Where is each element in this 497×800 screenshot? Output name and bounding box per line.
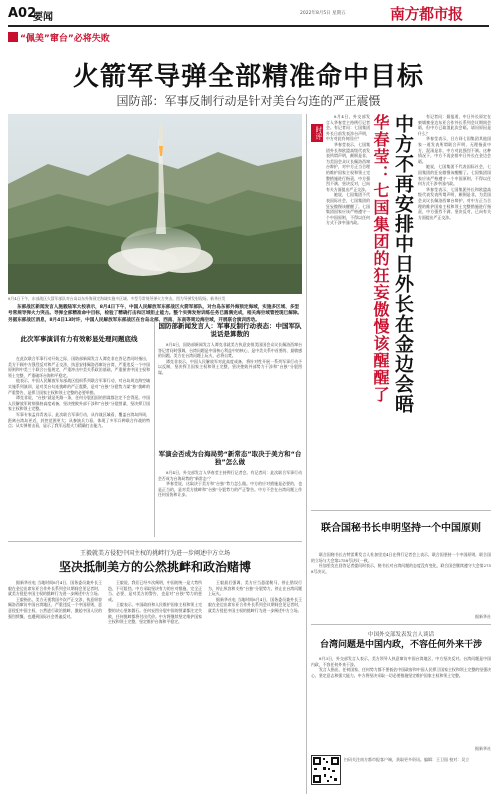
topic-tag: “佩美”窜台”必将失败 xyxy=(20,34,110,44)
commentary-headline-1: 华春莹：七国集团的狂妄傲慢该醒醒了 xyxy=(371,114,390,403)
page-number: A02 xyxy=(8,6,37,21)
paragraph: 华春莹说，这取决于美方和“台独”势力怎么做。中方的应对措施是必要的，也是正当的，是对美方挑衅和“台独”分裂势力的严正警告。中方不会在台湾问题上作任何妥协和让步。 xyxy=(158,481,302,498)
right-article1-body xyxy=(311,552,491,612)
right-article2-body xyxy=(311,656,491,746)
commentary-body-right xyxy=(418,114,491,506)
section-divider xyxy=(8,541,302,542)
qr-caption: 扫码关注南方都市报客户端，获取更多资讯。编辑：王卫国 校对：吴立 xyxy=(344,757,470,762)
byline: 据新华社 xyxy=(475,614,491,619)
commentary-tag: 时评 xyxy=(311,124,323,142)
commentary-headline-2: 中方不再安排中日外长在金边会晤 xyxy=(392,114,414,414)
paragraph: 杜加里克在回答记者提问时表示，秘书长对台湾问题的态度没有变化，联合国会继续遵守大会第2758号决议。 xyxy=(311,563,491,574)
paragraph: 她说，七国集团不代表国际社会，七国集团的狂妄傲慢该醒醒了。七国集团国家应该严格遵守一个中国原则，不得以任何方式干涉中国内政。 xyxy=(418,164,491,187)
topic-tag-marker xyxy=(8,32,18,42)
issue-date: 2022年8月5日 星期五 xyxy=(300,11,346,16)
paragraph: 8月4日，国防部新闻发言人谭克非就美方执意安排美国国会众议长佩洛西窜台答记者问时强调，台湾问题是中国核心利益中的核心，是中美关系中首要的、最敏感的问题。美方在台湾问题上玩火，必将自焚。 xyxy=(158,342,302,359)
paragraph: 他表示，中国人民解放军东部战区组织系列联合军事行动，对台岛周边海空域实施系列演训，是对美台勾连挑衅的严正震慑，是对“台独”分裂势力谋“独”挑衅的严重警告，是捍卫国家主权和领土完整的必要举措。 xyxy=(8,378,150,395)
right-article1-title: 联合国秘书长申明坚持一个中国原则 xyxy=(321,523,481,534)
paragraph: 8月3日，外交部发言人表示，美方领导人执意窜访中国台湾地区，中方坚决反对。台湾问题是中国内政，不容任何外来干涉。 xyxy=(311,656,491,667)
paragraph: 华春莹表示，七国集团外长和欧盟高级代表发表所谓声明，颠倒是非，为美国会众议长佩洛西窜台辩护，对中方正当合理的维护国家主权和领土完整措施进行指责，中方强烈不满、坚决反对，已向有关方面提出严正交涉。 xyxy=(326,141,370,192)
missile-launch-illustration xyxy=(8,114,302,294)
paragraph: 王毅最后强调，美方应当悬崖勒马，停止错误行为，停止纵容和支持“台独”分裂势力，停止在台湾问题上玩火。 xyxy=(208,580,302,597)
column-divider xyxy=(306,114,307,794)
bottom-article-body-col1 xyxy=(8,580,102,792)
paragraph: 华春莹表示，日方同七国集团其他国家一道发表所谓联合声明，无理指责中方，混淆是非，中方对此强烈不满。这种情况下，中方不再安排中日外长在金边会晤。 xyxy=(418,136,491,164)
qr-code[interactable] xyxy=(311,755,341,785)
paragraph: 在此次联合军事行动开始之际，国防部新闻发言人谭克非在答记者问时指出，美方不顾中方强烈反对和严正交涉，执意安排佩洛西窜访台湾，严重违反一个中国原则和中美三个联合公报规定，严重冲击中美关系政治基础，严重损害中国主权和领土完整，严重破坏台海和平稳定。 xyxy=(8,356,150,378)
photo-caption: 8月4日下午，东部战区火箭军部队对台岛以东外海预定海域实施多区域、多型号常规导弹火力突击。图为导弹发射现场。新华社发 xyxy=(8,296,226,301)
main-headline: 火箭军导弹全部精准命中目标 xyxy=(72,62,424,92)
bottom-article-body-col2 xyxy=(108,580,202,792)
paragraph: 据新华社电 当地时间8月4日，国务委员兼外长王毅在金边出席东亚合作外长系列会议期间会见记者时，就美方侵犯中国主权的挑衅行为进一步阐述中方立场。 xyxy=(208,596,302,613)
main-subhead: 国防部：军事反制行动是针对美台勾连的严正震慑 xyxy=(116,94,381,108)
paragraph: 发言人指出，任何国家、任何势力都不要低估中国政府和中国人民捍卫国家主权和领土完整的坚强决心、坚定意志和强大能力。中方将坚决采取一切必要措施坚定维护国家主权和领土完整。 xyxy=(311,667,491,678)
byline: 据新华社 xyxy=(475,746,491,751)
column3-title: 军演会否成为台海局势“新常态”取决于美方和“台独”怎么做 xyxy=(158,450,302,466)
column2-title: 国防部新闻发言人：军事反制行动表态：中国军队说话是算数的 xyxy=(158,322,302,338)
paragraph: 王毅指出，美方无视我国多次严正交涉，执意纵容佩洛西窜访中国台湾地区，严重违反一个中国原则，恶意侵犯中国主权，公然进行政治挑衅，激起中国人民的强烈愤慨，也遭到国际社会普遍反对。 xyxy=(8,596,102,619)
section-divider xyxy=(311,510,491,511)
paragraph: 谭克非说，“台独”就是死路一条，任何分裂祖国的图谋都注定不会得逞。中国人民解放军时刻保持高度戒备，坚决挫败外部干涉和“台独”分裂图谋，坚决捍卫国家主权和领土完整。 xyxy=(8,395,150,412)
qr-code-icon xyxy=(312,756,340,784)
right-article2-title: 台湾问题是中国内政，不容任何外来干涉 xyxy=(319,640,482,650)
column-divider xyxy=(154,322,155,537)
commentary-body-left xyxy=(326,114,370,506)
paragraph: 军事专家孟祥青表示，此次联合军事行动，从作战区域看，覆盖台湾岛四周，距离台湾岛更近，封控范围更大；从参演兵力看，体现了多军兵种联合作战的特点；从实弹射击看，显示了我军远程火力精确打击能力。 xyxy=(8,411,150,429)
paragraph: 据新华社电 当地时间8月4日，国务委员兼外长王毅在金边出席东亚合作外长系列会议期间会见记者时，就美方侵犯中国主权的挑衅行为进一步阐述中方立场。 xyxy=(8,580,102,597)
column2-body xyxy=(158,342,302,446)
paragraph: 联合国秘书长古特雷斯发言人杜加里克4日在例行记者会上表示，联合国坚持一个中国原则，联合国的立场与大会第2758号决议一致。 xyxy=(311,552,491,563)
bottom-article-kicker: 王毅就美方侵犯中国主权的挑衅行为进一步阐述中方立场 xyxy=(79,550,230,557)
bottom-article-title: 坚决抵制美方的公然挑衅和政治赌博 xyxy=(58,560,251,574)
column1-body xyxy=(8,356,150,536)
right-article2-kicker: 中国外交部发表发言人谈话 xyxy=(367,632,434,638)
column3-body xyxy=(158,470,302,536)
paragraph: 王毅表示，中国政府和人民维护国家主权和领土完整的决心坚如磐石。任何妄图分裂中国的图谋都注定失败，任何挑衅都将付出代价。中方将继续坚定维护国家主权和领土完整，坚定维护台海和平稳定。 xyxy=(108,602,202,625)
newspaper-logo: 南方都市报 xyxy=(390,5,463,23)
paragraph: 8月4日，外交部发言人华春莹主持例行记者会。有记者问：七国集团外长日前发表涉台声明，中方对此有何回应？ xyxy=(326,114,370,142)
missile-launch-photo xyxy=(8,114,302,294)
bottom-article-body-col3 xyxy=(208,580,302,792)
paragraph: 王毅说，我们已经多次阐明，中国的统一是大势所趋，不可阻挡。中方采取坚决有力的应对措施，完全正当、必要，是对美方的警告，也是对“台独”势力的惩戒。 xyxy=(108,580,202,602)
paragraph: 谭克非表示，中国人民解放军对此高度戒备，将针对性开展一系列军事行动予以反制，坚决捍卫国家主权和领土完整，坚决挫败外部势力干涉和“台独”分裂图谋。 xyxy=(158,358,302,375)
column1-title: 此次军事演训有力有效彰显处理问题底线 xyxy=(20,335,138,343)
section-divider xyxy=(311,624,491,625)
lead-paragraph: 东部战区新闻发言人施毅陆军大校表示，8月4日下午，中国人民解放军东部战区火箭军部队，对台岛东部外海预定海域，实施多区域、多型号常规导弹火力突击。导弹全部精准命中目标，检验了精确打击和区域拒止能力。整个实弹发射训练任务已圆满完成，相关海空域管控现已解除。另据东部战区消息，8月4日13时许，中国人民解放军东部战区在台岛北部、西南、东南等周边海空域，开展联合演训活动。 xyxy=(8,305,303,323)
paragraph: 她说，七国集团不代表国际社会，七国集团的狂妄傲慢该醒醒了。七国集团国家应该严格遵守一个中国原则，不得以任何方式干涉中国内政。 xyxy=(326,192,370,226)
section-name: 要闻 xyxy=(33,12,53,23)
header-rule xyxy=(8,25,489,27)
paragraph: 华春莹表示，七国集团外长和欧盟高级代表发表所谓声明，颠倒是非，为美国会众议长佩洛西窜台辩护，对中方正当合理的维护国家主权和领土完整措施进行指责，中方强烈不满、坚决反对，已向有关方面提出严正交涉。 xyxy=(418,186,491,220)
paragraph: 8月4日，外交部发言人华春莹主持例行记者会。有记者问：此次联合军事行动会否成为台海局势的“新常态”？ xyxy=(158,470,302,481)
paragraph: 有记者问：据报道，中日外长原定在柬埔寨金边东亚合作外长系列会议期间会晤，但中方已取消此次会晤。请问原因是什么？ xyxy=(418,114,491,136)
